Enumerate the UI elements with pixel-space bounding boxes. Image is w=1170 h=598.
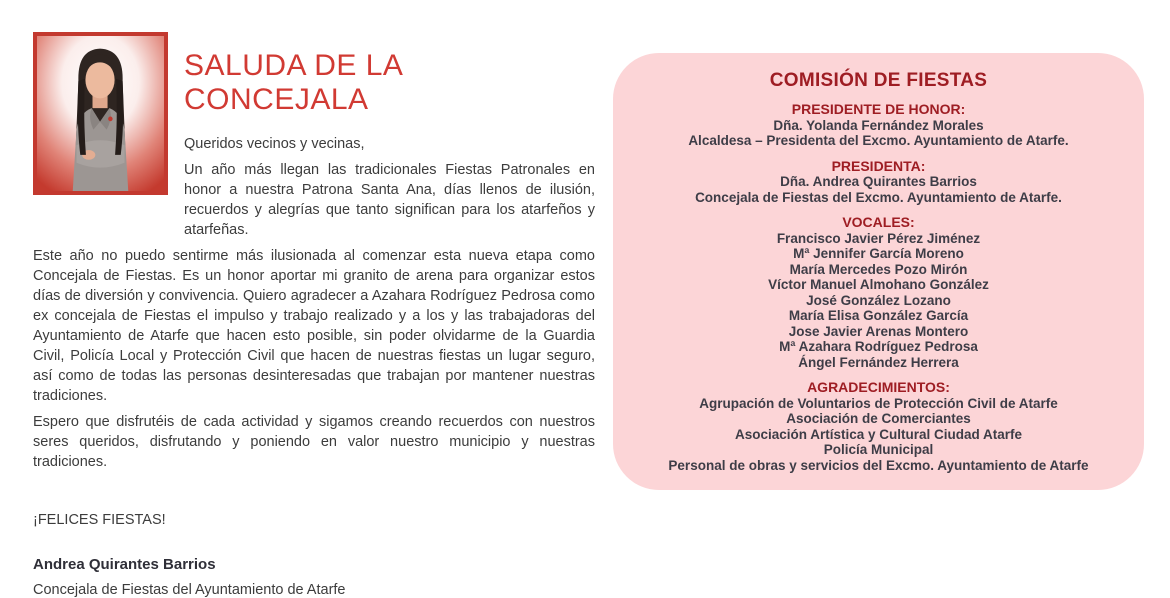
committee-member-line: Agrupación de Voluntarios de Protección Civil de Atarfe: [699, 395, 1058, 411]
committee-member-line: Francisco Javier Pérez Jiménez: [776, 230, 981, 246]
committee-member-line: Alcaldesa – Presidenta del Excmo. Ayuntamiento de Atarfe.: [688, 133, 1069, 148]
committee-section-heading: AGRADECIMIENTOS:: [807, 379, 950, 395]
portrait-illustration: [37, 36, 164, 191]
salutation-paragraph: Queridos vecinos y vecinas,: [184, 136, 365, 152]
committee-member-line: Dña. Andrea Quirantes Barrios: [780, 174, 977, 189]
committee-section-heading: PRESIDENTE DE HONOR:: [791, 101, 966, 117]
committee-member-line: Policía Municipal: [823, 442, 934, 457]
body-paragraph-2: Este año no puedo sentirme más ilusionada al comenzar esta nueva etapa como Concejala de Fiestas. Es un honor aportar mi granito de arena para organizar estos días de diversión y convivencia. Quiero agradecer a Azahara Rodríguez Pedrosa como ex concejala de Fiestas el impulso y trabajo realizado y a los y las trabajadoras del Ayuntamiento de Atarfe que hacen esto posible, sin poder olvidarme de la Guardia Civil, Policía Local y Protección Civil que hacen de nuestras fiestas un lugar seguro, así como de todas las personas desinteresadas que trabajan por mantener nuestras tradiciones.: [33, 248, 595, 404]
closing-line: ¡FELICES FIESTAS!: [33, 512, 166, 528]
committee-member-line: Asociación Artística y Cultural Ciudad Atarfe: [734, 426, 1023, 442]
committee-member-line: María Elisa González García: [788, 308, 969, 323]
signature-name: Andrea Quirantes Barrios: [33, 556, 216, 573]
committee-member-line: Asociación de Comerciantes: [786, 411, 971, 426]
committee-member-line: Mª Jennifer García Moreno: [793, 246, 964, 261]
committee-member-line: Concejala de Fiestas del Excmo. Ayuntamiento de Atarfe.: [695, 189, 1062, 205]
committee-member-line: Mª Azahara Rodríguez Pedrosa: [779, 339, 978, 354]
body-paragraph-1: Un año más llegan las tradicionales Fiestas Patronales en honor a nuestra Patrona Santa Ana, días llenos de ilusión, recuerdos y alegrías que tanto significan para los atarfeños y atarfeñas.: [184, 162, 595, 238]
committee-member-line: Víctor Manuel Almohano González: [768, 277, 989, 292]
body-paragraph-3: Espero que disfrutéis de cada actividad y sigamos creando recuerdos con nuestros seres queridos, disfrutando y poniendo en valor nuestro municipio y nuestras tradiciones.: [33, 414, 595, 470]
committee-member-line: Jose Javier Arenas Montero: [788, 323, 969, 339]
page-title: SALUDA DE LA CONCEJALA: [184, 49, 402, 116]
committee-section: [613, 159, 1144, 206]
committee-member-line: María Mercedes Pozo Mirón: [789, 261, 968, 277]
committee-section: [613, 102, 1144, 149]
committee-section-heading: PRESIDENTA:: [831, 157, 926, 174]
committee-section: [613, 380, 1144, 473]
committee-member-line: Ángel Fernández Herrera: [798, 354, 959, 370]
committee-member-line: Dña. Yolanda Fernández Morales: [773, 117, 984, 133]
committee-member-line: Personal de obras y servicios del Excmo. Ayuntamiento de Atarfe: [668, 457, 1089, 473]
committee-sections: [613, 102, 1144, 473]
committee-section: [613, 215, 1144, 370]
greeting-section: [33, 32, 595, 598]
committee-panel: [613, 53, 1144, 490]
signature-role: Concejala de Fiestas del Ayuntamiento de Atarfe: [33, 582, 346, 598]
committee-member-line: José González Lozano: [806, 292, 951, 308]
committee-section-heading: VOCALES:: [842, 214, 915, 230]
committee-title: COMISIÓN DE FIESTAS: [769, 70, 988, 91]
councilwoman-photo: [33, 32, 168, 195]
